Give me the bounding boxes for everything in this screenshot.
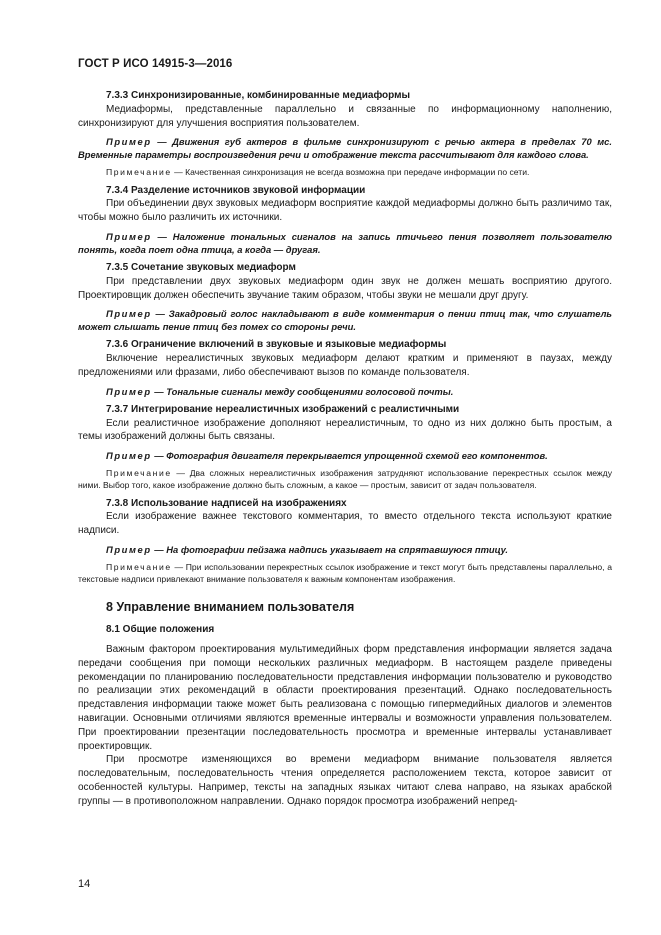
note-7-3-3 <box>78 166 612 178</box>
document-header: ГОСТ Р ИСО 14915-3—2016 <box>78 58 233 70</box>
example-label: Пример <box>106 543 152 555</box>
example-text: — Движения губ актеров в фильме синхронизируют с речью актера в пределах 70 мс. Временные параметры воспроизведения речи и отображение текста рассчитывают для каждого слова. <box>78 136 612 161</box>
example-text: — Наложение тональных сигналов на запись птичьего пения позволяет пользователю понять, когда поет одна птица, а когда — другая. <box>78 230 612 255</box>
section-body-7-3-3: Медиаформы, представленные параллельно и связанные по информационному наполнению, синхронизируют для улучшения восприятия пользователем. <box>78 103 612 129</box>
section-heading-8-1: 8.1 Общие положения <box>106 624 215 636</box>
example-text: — Фотография двигателя перекрывается упрощенной схемой его компонентов. <box>151 450 548 462</box>
example-label: Пример <box>106 450 152 462</box>
example-label: Пример <box>106 230 152 242</box>
page-number: 14 <box>78 878 91 890</box>
section-body-8-1-para2: При просмотре изменяющихся во времени медиаформ внимание пользователя является последовательным, последовательность чтения определяется расположением текста, которое зависит от особенностей культуры. Например, тексты на западных языках читают слева направо, на языках арабской группы — в противоположном направлении. Однако порядок просмотра изображений непред- <box>78 754 612 807</box>
note-label: Примечание <box>106 167 172 178</box>
note-label: Примечание <box>106 468 172 479</box>
example-text: — Тональные сигналы между сообщениями голосовой почты. <box>151 385 454 397</box>
section-heading-7-3-8: 7.3.8 Использование надписей на изображениях <box>106 497 347 509</box>
note-7-3-7 <box>78 467 612 491</box>
section-body-7-3-6: Включение нереалистичных звуковых медиаформ делают кратким и применяют в паузах, между предложениями или фразами, либо обеспечивают вызов по команде пользователя. <box>78 353 612 378</box>
section-heading-7-3-5: 7.3.5 Сочетание звуковых медиаформ <box>106 261 296 273</box>
example-7-3-7 <box>78 449 612 462</box>
section-body-7-3-7: Если реалистичное изображение дополняют нереалистичным, то одно из них должно быть простым, а темы изображений должны быть связаны. <box>78 417 612 443</box>
section-heading-7-3-4: 7.3.4 Разделение источников звуковой информации <box>106 184 366 196</box>
note-text: — Качественная синхронизация не всегда возможна при передаче информации по сети. <box>171 167 530 178</box>
example-label: Пример <box>106 136 152 148</box>
section-heading-7-3-3: 7.3.3 Синхронизированные, комбинированные медиаформы <box>106 90 411 101</box>
section-body-7-3-4: При объединении двух звуковых медиаформ восприятие каждой медиаформы должно быть различимо так, чтобы можно было различить их источники. <box>78 198 612 224</box>
section-body-7-3-8: Если изображение важнее текстового комментария, то вместо отдельного текста используют краткие надписи. <box>78 511 612 537</box>
chapter-heading-8: 8 Управление вниманием пользователя <box>106 600 355 615</box>
example-label: Пример <box>106 385 152 397</box>
example-7-3-5 <box>78 307 612 333</box>
section-body-7-3-5: При представлении двух звуковых медиаформ один звук не должен мешать восприятию другого. Проектировщик должен обеспечить звучание таким образом, чтобы звуки не мешали друг другу. <box>78 275 612 301</box>
example-label: Пример <box>106 308 152 320</box>
example-text: — Закадровый голос накладывают в виде комментария о пении птиц так, что слушатель может слышать пение птиц без помех со стороны речи. <box>78 308 612 333</box>
example-text: — На фотографии пейзажа надпись указывает на спрятавшуюся птицу. <box>151 543 509 555</box>
section-body-8-1-para1: Важным фактором проектирования мультимедийных форм представления информации является задача передачи сообщения при помощи нескольких различных медиаформ. В настоящем разделе приведены рекомендации по планированию последовательности представления информации пользователю и руководство по реализации этих рекомендаций в области проектирования презентаций. Однако последовательность представления информации также может быть реализована с помощью гипермедийных диалогов и элементов навигации. Основными отличиями являются временные интервалы и возможности управления пользователем. При проектировании презентации последовательность просмотра и временные интервалы устанавливает проектировщик. <box>78 643 612 752</box>
note-text: — Два сложных нереалистичных изображения затрудняют использование перекрестных ссылок между ними. Выбор того, какое изображение должно быть сложным, а какое — простым, зависит от задач пользователя. <box>78 468 612 491</box>
note-text: — При использовании перекрестных ссылок изображение и текст могут быть представлены параллельно, а текстовые надписи привлекают внимание пользователя к важным компонентам изображения. <box>78 561 612 585</box>
page-content <box>78 89 612 809</box>
note-label: Примечание <box>106 561 172 572</box>
section-heading-7-3-7: 7.3.7 Интегрирование нереалистичных изображений с реалистичными <box>106 403 460 415</box>
example-7-3-6 <box>78 385 612 398</box>
note-7-3-8 <box>78 561 612 585</box>
example-7-3-8 <box>78 543 612 556</box>
example-7-3-3 <box>78 135 612 161</box>
example-7-3-4 <box>78 230 612 256</box>
section-heading-7-3-6: 7.3.6 Ограничение включений в звуковые и языковые медиаформы <box>106 339 447 351</box>
